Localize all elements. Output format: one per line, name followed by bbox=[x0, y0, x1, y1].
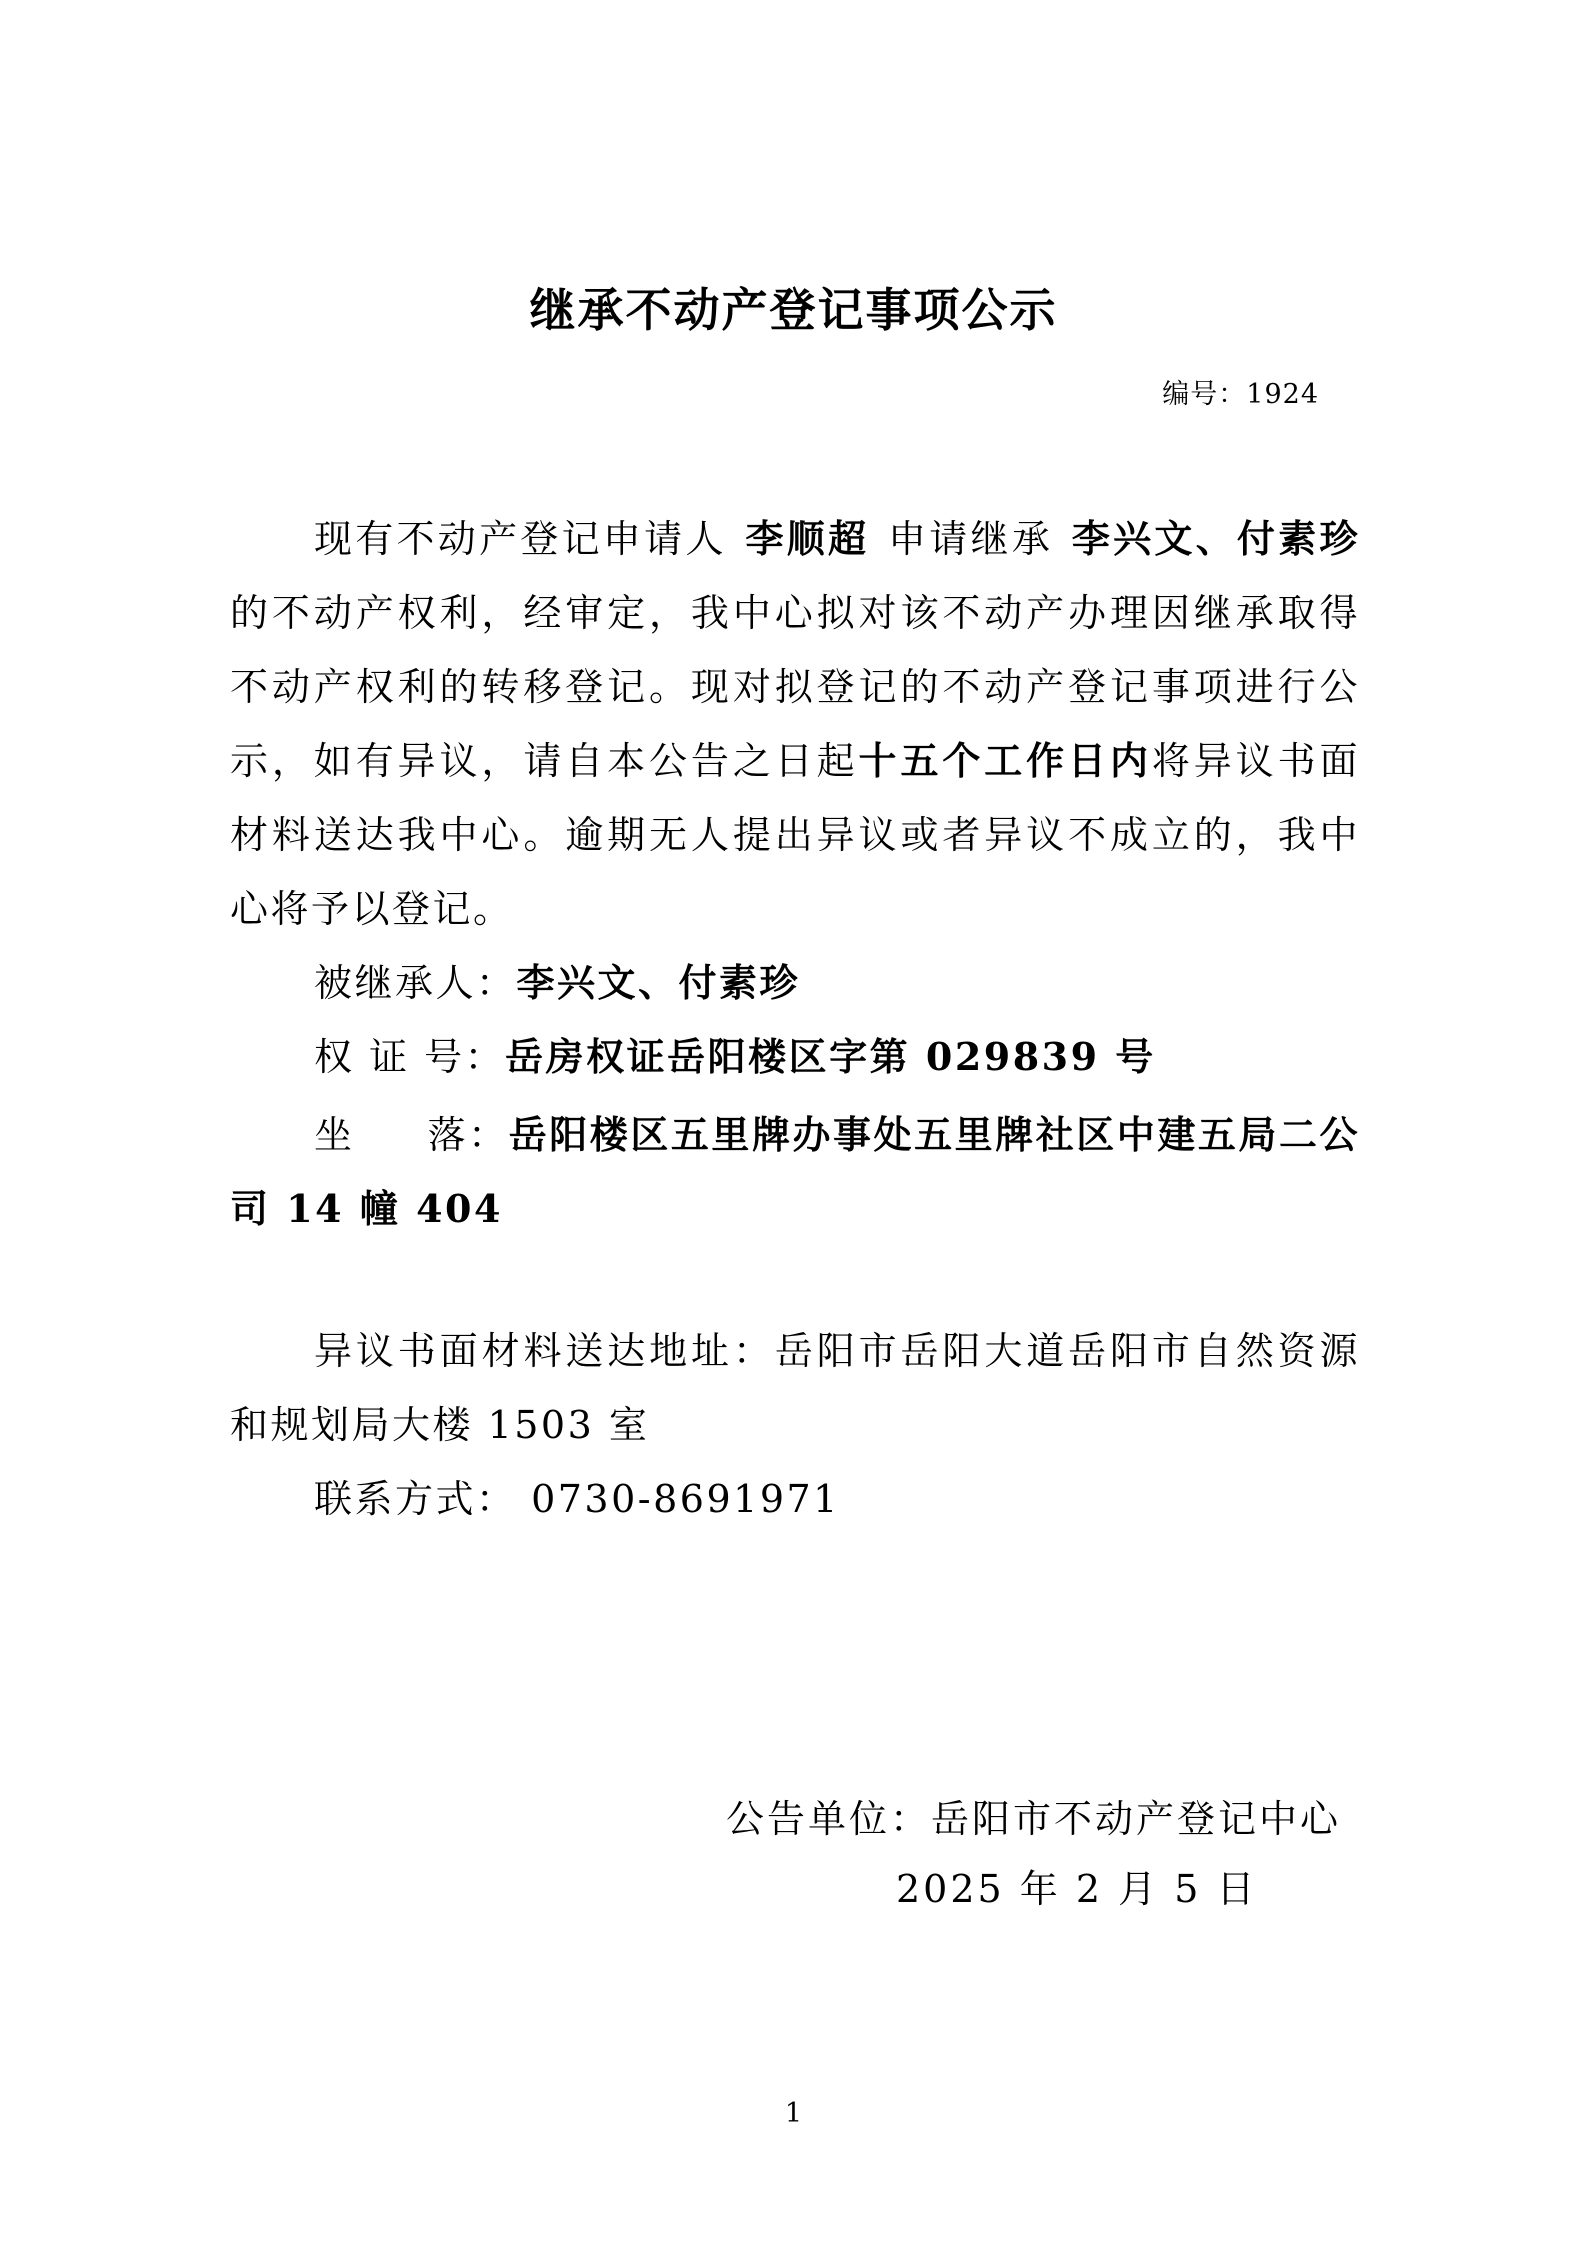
objection-address: 异议书面材料送达地址：岳阳市岳阳大道岳阳市自然资源和规划局大楼 1503 室 bbox=[230, 1329, 1360, 1447]
certificate-value: 岳房权证岳阳楼区字第 029839 号 bbox=[505, 1034, 1156, 1079]
objection-period: 十五个工作日内 bbox=[858, 738, 1152, 783]
heir-value: 李兴文、付素珍 bbox=[516, 960, 801, 1005]
contact-info: 联系方式： 0730-8691971 bbox=[314, 1477, 840, 1521]
document-number: 编号：1924 bbox=[1162, 379, 1319, 410]
location-value: 岳阳楼区五里牌办事处五里牌社区中建五局二公司 14 幢 404 bbox=[230, 1112, 1360, 1231]
document-title: 继承不动产登记事项公示 bbox=[529, 283, 1058, 337]
issue-date: 2025 年 2 月 5 日 bbox=[896, 1867, 1258, 1911]
paragraph-text-2: 申请继承 bbox=[887, 517, 1054, 561]
heir-label: 被继承人： bbox=[314, 961, 517, 1005]
heir-field bbox=[230, 946, 1360, 1020]
paragraph-text-3: 的不动产权利，经审定，我中心拟对该不动产办理因继承取得不动产权利的转移登记。现对拟登记的不动产登记事项进行公示，如有异议，请自本公告之日起 bbox=[230, 591, 1360, 783]
paragraph-text-1: 现有不动产登记申请人 bbox=[314, 517, 727, 561]
decedent-names: 李兴文、付素珍 bbox=[1071, 516, 1360, 561]
certificate-label: 权 证 号： bbox=[314, 1035, 506, 1079]
document-body bbox=[230, 502, 1360, 1536]
main-paragraph bbox=[230, 502, 1360, 946]
location-field bbox=[230, 1098, 1360, 1246]
certificate-field bbox=[230, 1020, 1360, 1094]
location-label: 坐 落： bbox=[314, 1113, 509, 1157]
paragraph-text-4: 将异议书面材料送达我中心。逾期无人提出异议或者异议不成立的，我中心将予以登记。 bbox=[230, 739, 1360, 931]
page-number: 1 bbox=[784, 2098, 803, 2129]
applicant-name: 李顺超 bbox=[744, 516, 870, 561]
issuing-unit: 公告单位：岳阳市不动产登记中心 bbox=[726, 1797, 1342, 1841]
